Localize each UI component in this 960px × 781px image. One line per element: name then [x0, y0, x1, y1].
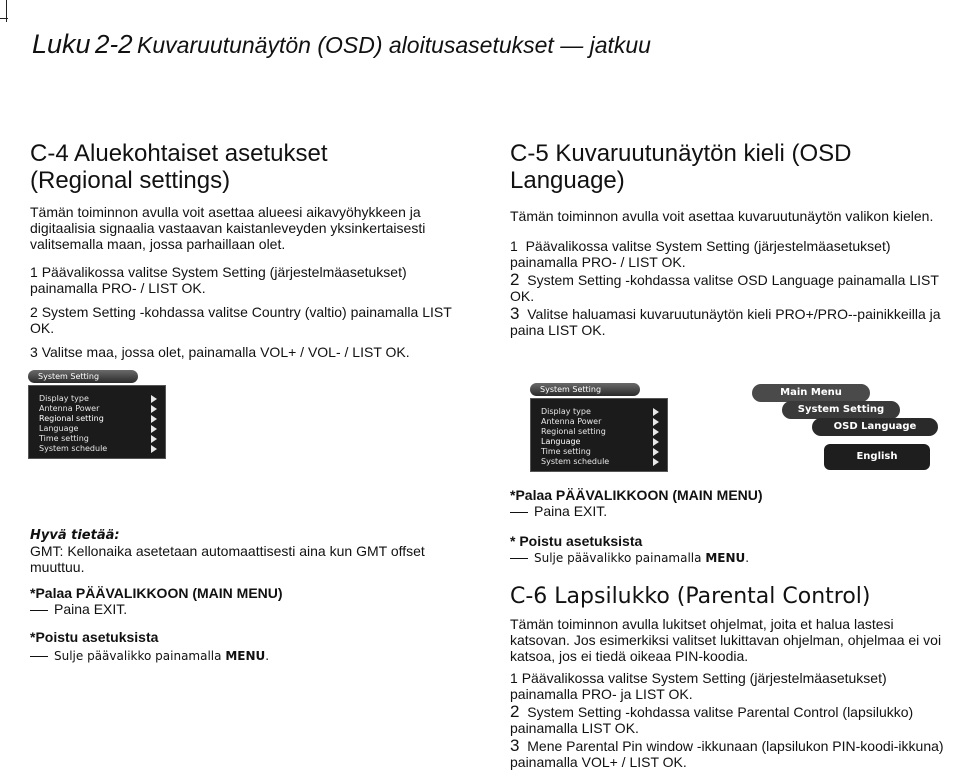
menu-key: MENU: [705, 551, 746, 565]
step-number: 1: [510, 238, 518, 254]
arrow-right-icon: [653, 418, 659, 426]
arrow-right-icon: [151, 395, 157, 403]
pill-main-menu: Main Menu: [752, 384, 870, 402]
osd-item: System schedule: [39, 444, 108, 453]
return-title: *Palaa PÄÄVALIKKOON (MAIN MENU): [30, 585, 283, 601]
c5-step-3: [510, 306, 942, 338]
osd-item: Time setting: [541, 447, 591, 456]
pill-osd-language: OSD Language: [812, 418, 938, 436]
step-text: Valitse maa, jossa olet, painamalla VOL+ / VOL- / LIST OK.: [41, 344, 410, 360]
step-text: System Setting -kohdassa valitse Country (valtio) painamalla LIST OK.: [30, 304, 452, 336]
osd-item-selected: Language: [541, 437, 581, 446]
c6-heading: C-6 Lapsilukko (Parental Control): [510, 584, 871, 609]
osd-item: Display type: [39, 394, 89, 403]
chapter-word: Luku: [32, 29, 91, 59]
step-number: 1: [510, 670, 518, 686]
chapter-title: Kuvaruutunäytön (OSD) aloitusasetukset — jatkuu: [137, 32, 651, 58]
c4-step-2: [30, 304, 460, 336]
c5-footer: [510, 487, 950, 565]
arrow-right-icon: [151, 435, 157, 443]
step-number: 1: [30, 264, 38, 280]
c5-heading: C-5 Kuvaruutunäytön kieli (OSD Language): [510, 140, 852, 194]
return-action: [510, 503, 950, 519]
arrow-right-icon: [151, 445, 157, 453]
c4-notes: [30, 528, 450, 663]
osd-item-selected: Regional setting: [39, 414, 104, 423]
step-number: 3: [30, 344, 38, 360]
step-number: 2: [510, 702, 520, 721]
return-title: *Palaa PÄÄVALIKKOON (MAIN MENU): [510, 487, 763, 503]
step-number: 2: [30, 304, 38, 320]
crop-mark: [0, 18, 8, 19]
exit-title: *Poistu asetuksista: [30, 629, 159, 645]
c6-intro: Tämän toiminnon avulla lukitset ohjelmat, joita et halua lastesi katsovan. Jos esimerkiksi valitset lukittavan ohjelman, ohjelmaa ei voi katsoa, jos ei tiedä oikeaa PIN-koodia.: [510, 616, 942, 664]
step-text: Päävalikossa valitse System Setting (järjestelmäasetukset) painamalla PRO- / LIST OK.: [510, 238, 891, 270]
osd-item: Display type: [541, 407, 591, 416]
exit-action: [30, 649, 450, 663]
step-text: System Setting -kohdassa valitse OSD Language painamalla LIST OK.: [510, 272, 939, 304]
c5-osd-screenshot: [530, 383, 670, 473]
osd-tab-system-setting: System Setting: [28, 370, 138, 383]
exit-action-text: Sulje päävalikko painamalla: [534, 551, 706, 565]
dash: [510, 512, 528, 513]
return-action: [30, 601, 450, 617]
language-value-box: English: [824, 444, 930, 470]
c6-step-3: [510, 738, 950, 770]
arrow-right-icon: [653, 448, 659, 456]
step-number: 3: [510, 304, 520, 323]
section-c6: [510, 583, 950, 770]
c6-step-1: [510, 670, 950, 702]
c4-step-1: [30, 264, 460, 296]
osd-item: System schedule: [541, 457, 610, 466]
step-text: Valitse haluamasi kuvaruutunäytön kieli PRO+/PRO--painikkeilla ja paina LIST OK.: [510, 306, 941, 338]
return-action-text: Paina EXIT.: [54, 601, 128, 617]
c4-heading: C-4 Aluekohtaiset asetukset (Regional settings): [30, 140, 328, 194]
section-c5: [510, 140, 942, 338]
arrow-right-icon: [653, 408, 659, 416]
osd-tab-system-setting: System Setting: [530, 383, 640, 396]
note-text: GMT: Kellonaika asetetaan automaattisesti aina kun GMT offset muuttuu.: [30, 543, 425, 575]
step-number: 3: [510, 736, 520, 755]
arrow-right-icon: [151, 425, 157, 433]
exit-action-suffix: .: [265, 649, 270, 663]
return-action-text: Paina EXIT.: [534, 503, 608, 519]
osd-item: Antenna Power: [39, 404, 100, 413]
osd-item: Regional setting: [541, 427, 606, 436]
step-text: Päävalikossa valitse System Setting (järjestelmäasetukset) painamalla PRO- ja LIST OK.: [510, 670, 887, 702]
c5-step-1: [510, 238, 942, 270]
step-text: Mene Parental Pin window -ikkunaan (lapsilukon PIN-koodi-ikkuna) painamalla VOL+ / LIST OK.: [510, 738, 944, 770]
c5-step-2: [510, 272, 942, 304]
step-text: System Setting -kohdassa valitse Parental Control (lapsilukko) painamalla LIST OK.: [510, 704, 914, 736]
c4-intro: Tämän toiminnon avulla voit asettaa alueesi aikavyöhykkeen ja digitaalisia signaalia vastaavan kaistanleveyden yksinkertaisesti valitsemalla maan, jossa parhaillaan olet.: [30, 204, 426, 252]
exit-action: [510, 551, 950, 565]
menu-key: MENU: [225, 649, 266, 663]
osd-item: Time setting: [39, 434, 89, 443]
c5-intro: Tämän toiminnon avulla voit asettaa kuvaruutunäytön valikon kielen.: [510, 208, 934, 224]
note-label: Hyvä tietää:: [30, 528, 120, 543]
exit-action-suffix: .: [745, 551, 750, 565]
c6-step-2: [510, 704, 950, 736]
osd-item: Antenna Power: [541, 417, 602, 426]
osd-menu-panel: [28, 385, 166, 459]
arrow-right-icon: [151, 415, 157, 423]
osd-item: Language: [39, 424, 79, 433]
c4-step-3: [30, 344, 460, 360]
arrow-right-icon: [653, 458, 659, 466]
dash: [30, 610, 48, 611]
pill-system-setting: System Setting: [782, 401, 900, 419]
dash: [510, 558, 528, 559]
chapter-number: 2-2: [95, 29, 133, 59]
dash: [30, 656, 48, 657]
arrow-right-icon: [653, 428, 659, 436]
section-c4: [30, 140, 460, 360]
page-title: [32, 28, 672, 65]
step-number: 2: [510, 270, 520, 289]
arrow-right-icon: [653, 438, 659, 446]
exit-title: * Poistu asetuksista: [510, 533, 643, 549]
c4-osd-screenshot: [28, 370, 166, 458]
arrow-right-icon: [151, 405, 157, 413]
exit-action-text: Sulje päävalikko painamalla: [54, 649, 226, 663]
step-text: Päävalikossa valitse System Setting (järjestelmäasetukset) painamalla PRO- / LIST OK.: [30, 264, 407, 296]
osd-menu-panel: [530, 398, 668, 472]
